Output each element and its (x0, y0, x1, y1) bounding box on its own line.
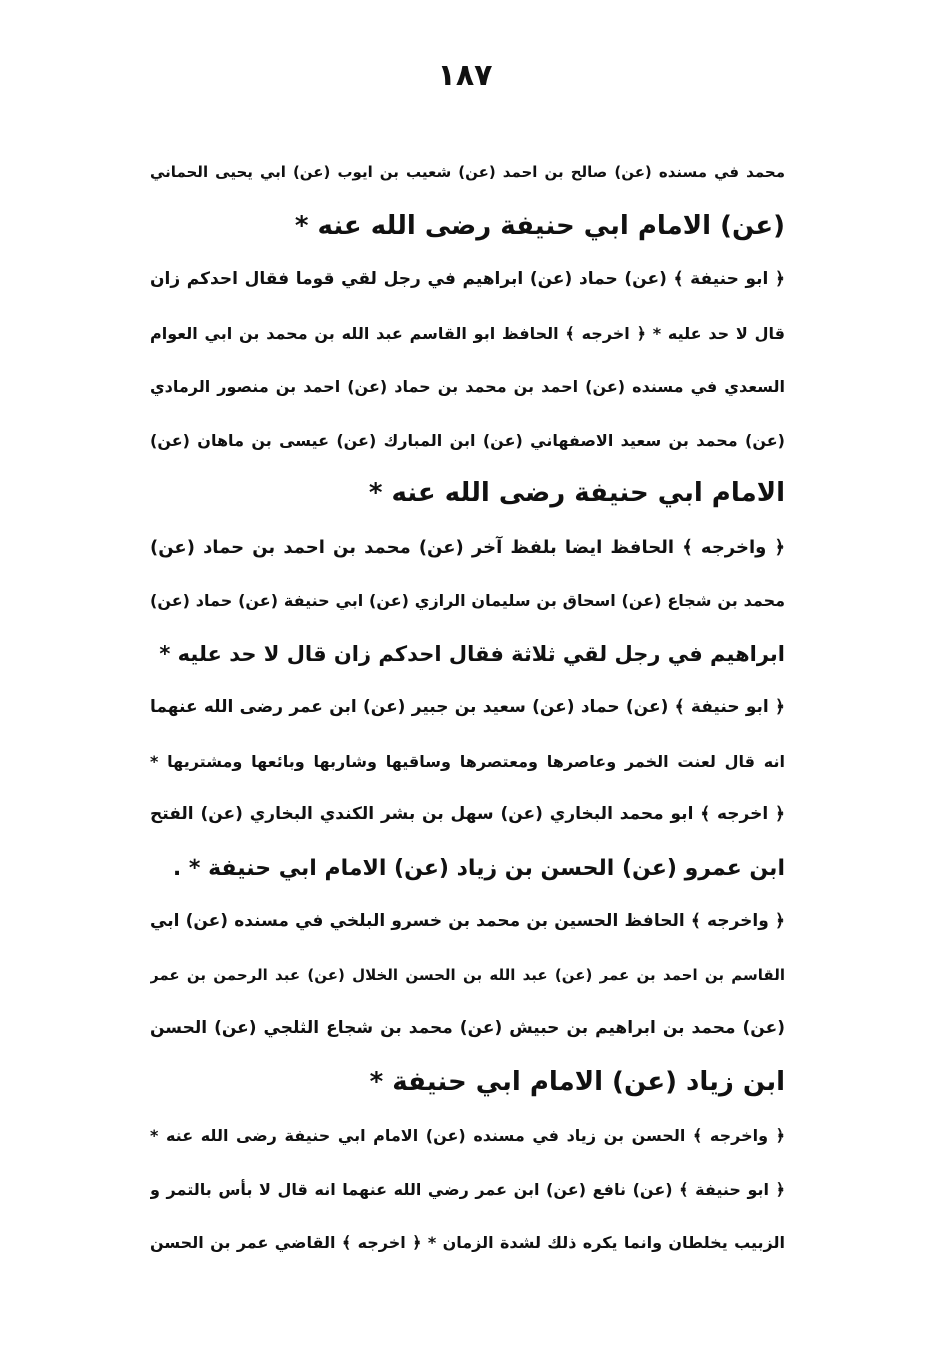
text-line: ﴿ واخرجه ﴾ الحافظ الحسين بن محمد بن خسرو البلخي في مسنده (عن) ابي (150, 911, 785, 931)
page-number: ١٨٧ (437, 58, 493, 93)
text-line: ابراهيم في رجل لقي ثلاثة فقال احدكم زان قال لا حد عليه * (159, 641, 785, 666)
text-line: محمد بن شجاع (عن) اسحاق بن سليمان الرازي (عن) ابي حنيفة (عن) حماد (عن) (150, 591, 785, 610)
text-line: ابن عمرو (عن) الحسن بن زياد (عن) الامام ابي حنيفة * . (172, 855, 785, 881)
text-line: الزبيب يخلطان وانما يكره ذلك لشدة الزمان * ﴿ اخرجه ﴾ القاضي عمر بن الحسن (150, 1233, 785, 1252)
text-body (150, 146, 785, 1270)
text-line: (عن) محمد بن ابراهيم بن حبيش (عن) محمد بن شجاع الثلجي (عن) الحسن (150, 1018, 785, 1038)
text-line: الامام ابي حنيفة رضى الله عنه * (368, 478, 785, 508)
text-line: ﴿ واخرجه ﴾ الحافظ ايضا بلفظ آخر (عن) محمد بن احمد بن حماد (عن) (150, 536, 785, 558)
text-line: القاسم بن احمد بن عمر (عن) عبد الله بن الحسن الخلال (عن) عبد الرحمن بن عمر (150, 965, 785, 984)
text-line: انه قال لعنت الخمر وعاصرها ومعتصرها وساقيها وشاربها وبائعها ومشتريها * (150, 751, 785, 771)
text-line: ﴿ ابو حنيفة ﴾ (عن) حماد (عن) سعيد بن جبير (عن) ابن عمر رضى الله عنهما (150, 697, 785, 717)
text-line: السعدي في مسنده (عن) احمد بن محمد بن حماد (عن) احمد بن منصور الرمادي (150, 377, 785, 396)
text-line: محمد في مسنده (عن) صالح بن احمد (عن) شعيب بن ايوب (عن) ابي يحيى الحماني (150, 163, 785, 181)
text-line: (عن) محمد بن سعيد الاصفهاني (عن) ابن المبارك (عن) عيسى بن ماهان (عن) (150, 430, 785, 450)
text-line: ﴿ ابو حنيفة ﴾ (عن) نافع (عن) ابن عمر رضي الله عنهما انه قال لا بأس بالتمر و (150, 1179, 785, 1199)
text-line: قال لا حد عليه * ﴿ اخرجه ﴾ الحافظ ابو القاسم عبد الله بن محمد بن ابي العوام (150, 323, 785, 343)
text-line: ﴿ اخرجه ﴾ ابو محمد البخاري (عن) سهل بن بشر الكندي البخاري (عن) الفتح (150, 804, 785, 824)
text-line: ﴿ واخرجه ﴾ الحسن بن زياد في مسنده (عن) الامام ابي حنيفة رضى الله عنه * (150, 1126, 785, 1145)
text-line: ﴿ ابو حنيفة ﴾ (عن) حماد (عن) ابراهيم في رجل لقي قوما فقال احدكم زان (150, 269, 785, 289)
text-line: ابن زياد (عن) الامام ابي حنيفة * (369, 1066, 785, 1097)
text-line: (عن) الامام ابي حنيفة رضى الله عنه * (294, 210, 785, 241)
